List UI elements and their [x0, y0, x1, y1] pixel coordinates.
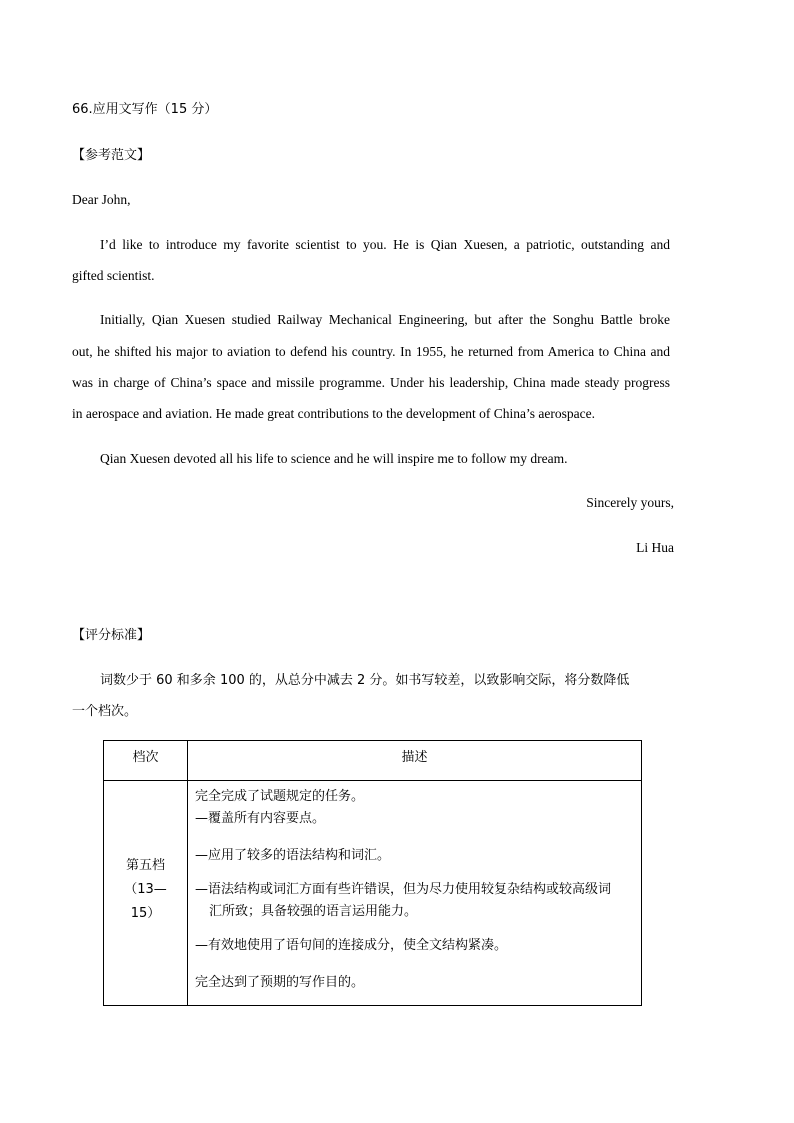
grade-name: 第五档 [125, 858, 165, 873]
grade-range-line-1: （13— [124, 882, 167, 897]
table-header-grade: 档次 [132, 750, 159, 765]
description-item-3: —应用了较多的语法结构和词汇。 [195, 848, 391, 863]
letter-paragraph-2-line-2: out, he shifted his major to aviation to defend his country. In 1955, he returned from America to China and [72, 344, 670, 359]
letter-salutation: Dear John, [72, 192, 131, 207]
grade-range-line-2: 15） [130, 906, 161, 921]
letter-paragraph-2-line-3: was in charge of China’s space and missile programme. Under his leadership, China made steady progress [72, 375, 670, 390]
description-item-5: —有效地使用了语句间的连接成分，使全文结构紧凑。 [195, 938, 508, 953]
scoring-rule-line-1: 词数少于 60 和多余 100 的，从总分中减去 2 分。如书写较差，以致影响交际，将分数降低 [100, 673, 630, 688]
letter-paragraph-3: Qian Xuesen devoted all his life to science and he will inspire me to follow my dream. [100, 451, 568, 466]
letter-paragraph-1-line-2: gifted scientist. [72, 268, 155, 283]
table-header-description: 描述 [401, 750, 428, 765]
scoring-label: 【评分标准】 [72, 628, 151, 643]
description-item-4-line-1: —语法结构或词汇方面有些许错误，但为尽力使用较复杂结构或较高级词 [195, 882, 612, 897]
letter-paragraph-2-line-4: in aerospace and aviation. He made great contributions to the development of China’s aerospace. [72, 406, 595, 421]
letter-paragraph-1-line-1: I’d like to introduce my favorite scientist to you. He is Qian Xuesen, a patriotic, outstanding and [100, 237, 670, 252]
letter-paragraph-2-line-1: Initially, Qian Xuesen studied Railway Mechanical Engineering, but after the Songhu Battle broke [100, 312, 670, 327]
description-item-2: —覆盖所有内容要点。 [195, 811, 326, 826]
sample-essay-label: 【参考范文】 [72, 148, 151, 163]
description-item-1: 完全完成了试题规定的任务。 [195, 789, 365, 804]
rubric-table [103, 740, 642, 1006]
letter-closing: Sincerely yours, [586, 495, 674, 510]
table-header-divider [104, 780, 641, 781]
description-item-4-line-2: 汇所致；具备较强的语言运用能力。 [209, 904, 418, 919]
scoring-rule-line-2: 一个档次。 [72, 704, 138, 719]
description-item-6: 完全达到了预期的写作目的。 [195, 975, 365, 990]
letter-signature: Li Hua [636, 540, 674, 555]
question-heading: 66.应用文写作（15 分） [72, 102, 218, 117]
